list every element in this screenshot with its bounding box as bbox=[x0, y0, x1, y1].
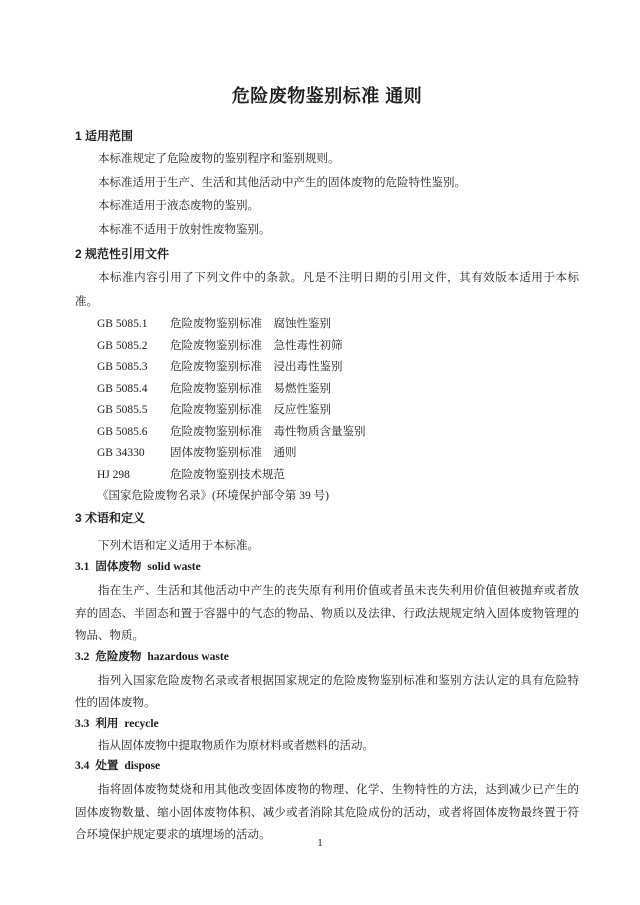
term-definition: 指列入国家危险废物名录或者根据国家规定的危险废物鉴别标准和鉴别方法认定的具有危险特性的固体废物。 bbox=[75, 674, 579, 709]
term-heading bbox=[75, 716, 579, 733]
reference-item bbox=[75, 422, 579, 444]
term-name-zh: 处置 bbox=[95, 760, 119, 772]
reference-item bbox=[75, 314, 579, 336]
reference-code: HJ 298 bbox=[97, 468, 130, 481]
reference-list bbox=[75, 314, 579, 508]
term-name-en: solid waste bbox=[147, 561, 201, 573]
reference-code: GB 34330 bbox=[97, 447, 145, 459]
scope-paragraph: 本标准规定了危险废物的鉴别程序和鉴别规则。 bbox=[98, 153, 340, 165]
reference-item bbox=[75, 443, 579, 465]
reference-code: GB 5085.3 bbox=[97, 361, 148, 373]
term-name-en: recycle bbox=[124, 717, 159, 730]
term-definition: 指将固体废物焚烧和用其他改变固体废物的物理、化学、生物特性的方法，达到减少已产生的固体废物数量、缩小固体废物体积、减少或者消除其危险成份的活动，或者将固体废物最终置于符合环境保护规定要求的填埋场的活动。 bbox=[75, 784, 579, 841]
term-heading bbox=[75, 649, 579, 666]
term-name-zh: 固体废物 bbox=[95, 561, 142, 573]
term-definition: 指从固体废物中提取物质作为原材料或者燃料的活动。 bbox=[98, 739, 374, 752]
document-content bbox=[75, 0, 579, 847]
reference-title: 危险废物鉴别标准 反应性鉴别 bbox=[170, 404, 331, 416]
term-number: 3.2 bbox=[75, 650, 90, 663]
term-name-zh: 危险废物 bbox=[95, 650, 142, 663]
term-number: 3.4 bbox=[75, 760, 90, 772]
term-name-en: hazardous waste bbox=[147, 650, 229, 663]
reference-item bbox=[75, 465, 579, 487]
reference-code: GB 5085.6 bbox=[97, 425, 148, 438]
document-title: 危险废物鉴别标准 通则 bbox=[231, 86, 423, 106]
reference-code: GB 5085.4 bbox=[97, 382, 148, 395]
reference-code: GB 5085.2 bbox=[97, 339, 148, 352]
reference-item bbox=[75, 336, 579, 358]
scope-paragraph: 本标准适用于生产、生活和其他活动中产生的固体废物的危险特性鉴别。 bbox=[98, 176, 466, 189]
term-name-en: dispose bbox=[124, 760, 161, 772]
section-2-heading: 2 规范性引用文件 bbox=[75, 247, 170, 261]
reference-item bbox=[75, 400, 579, 422]
term-block bbox=[75, 758, 579, 847]
reference-title: 危险废物鉴别标准 易燃性鉴别 bbox=[170, 382, 331, 395]
term-block bbox=[75, 649, 579, 715]
reference-code: GB 5085.5 bbox=[97, 404, 148, 416]
section-3-heading: 3 术语和定义 bbox=[75, 510, 146, 525]
term-block bbox=[75, 559, 579, 648]
page-number: 1 bbox=[317, 837, 323, 849]
reference-item bbox=[75, 357, 579, 379]
section-1-body bbox=[75, 148, 579, 242]
reference-title: 危险废物鉴别标准 腐蚀性鉴别 bbox=[170, 318, 331, 330]
section-3-intro: 下列术语和定义适用于本标准。 bbox=[98, 539, 259, 552]
term-name-zh: 利用 bbox=[95, 717, 119, 730]
term-heading bbox=[75, 559, 579, 576]
scope-paragraph: 本标准适用于液态废物的鉴别。 bbox=[98, 200, 259, 212]
reference-title: 危险废物鉴别标准 浸出毒性鉴别 bbox=[170, 361, 343, 373]
section-1-heading: 1 适用范围 bbox=[75, 129, 134, 143]
catalog-note: 《国家危险废物名录》(环境保护部令第 39 号) bbox=[97, 490, 329, 502]
scope-paragraph: 本标准不适用于放射性废物鉴别。 bbox=[98, 223, 271, 236]
reference-item bbox=[75, 379, 579, 401]
reference-title: 固体废物鉴别标准 通则 bbox=[170, 447, 297, 459]
term-number: 3.3 bbox=[75, 717, 90, 730]
term-heading bbox=[75, 758, 579, 775]
reference-code: GB 5085.1 bbox=[97, 318, 148, 330]
reference-title: 危险废物鉴别技术规范 bbox=[170, 468, 285, 481]
term-number: 3.1 bbox=[75, 561, 90, 573]
reference-title: 危险废物鉴别标准 急性毒性初筛 bbox=[170, 339, 343, 352]
section-2-intro: 本标准内容引用了下列文件中的条款。凡是不注明日期的引用文件，其有效版本适用于本标准。 bbox=[75, 272, 579, 308]
term-definition: 指在生产、生活和其他活动中产生的丧失原有利用价值或者虽未丧失利用价值但被抛弃或者放弃的固态、半固态和置于容器中的气态的物品、物质以及法律、行政法规规定纳入固体废物管理的物品、物质。 bbox=[75, 585, 579, 642]
reference-title: 危险废物鉴别标准 毒性物质含量鉴别 bbox=[170, 425, 366, 438]
term-block bbox=[75, 716, 579, 758]
